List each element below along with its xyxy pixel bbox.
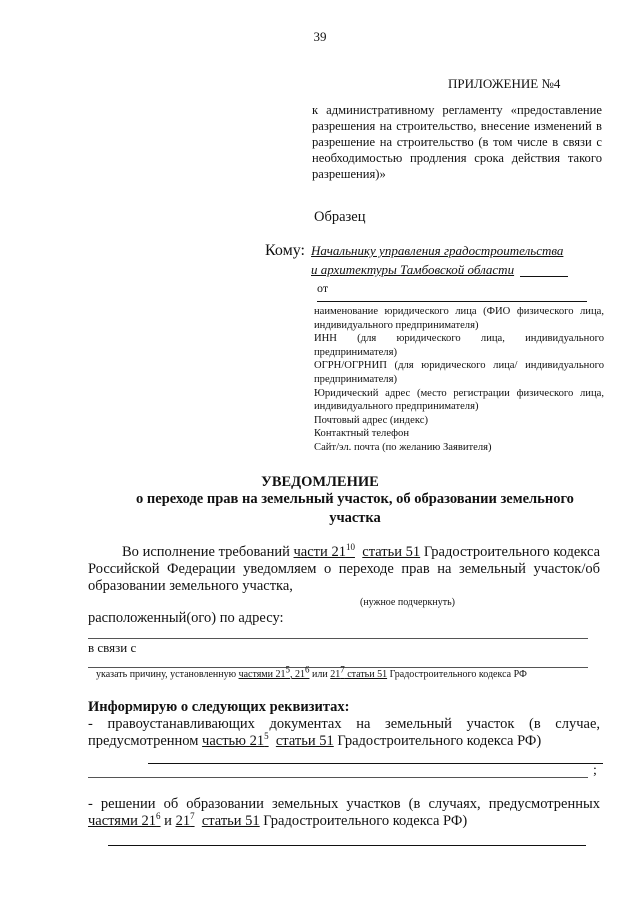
- addressee-fill-line: [520, 262, 568, 277]
- appendix-regulation-text: к административному регламенту «предоставление разрешения на строительство, внесение изменений в разрешение на строительство (в том числе в связи с необходимостью продления срока действия такого разрешения)»: [312, 103, 602, 181]
- documents-item: - правоустанавливающих документах на земельный участок (в случае, предусмотренном частью $21^5$ статьи 51 Градостроительного кодекса РФ): [88, 716, 600, 749]
- from-fill-line: [317, 301, 587, 302]
- reason-hint: указать причину, установленную частями $21^5$, $21^6$ или $21^7$ статьи 51 Градостроительного кодекса РФ: [96, 664, 527, 680]
- documents-fill-line: [148, 763, 603, 764]
- sample-label: Образец: [314, 209, 366, 225]
- addressee-line-1: Начальнику управления градостроительства: [311, 243, 564, 258]
- paragraph-rest: Градостроительного кодекса Российской Федерации уведомляем о переходе прав на земельный участок/об образовании земельного участка,: [88, 544, 601, 594]
- decision-part-link[interactable]: частями $21^6$: [88, 811, 161, 829]
- in-connection-label: в связи с: [88, 640, 137, 655]
- appendix-title: ПРИЛОЖЕНИЕ №4: [448, 76, 561, 91]
- paragraph-start: Во исполнение требований: [122, 544, 294, 560]
- law-article-link[interactable]: статьи 51: [362, 544, 421, 560]
- notice-title: УВЕДОМЛЕНИЕ: [261, 474, 379, 490]
- from-label: от: [317, 281, 329, 295]
- addressee-line-2: и архитектуры Тамбовской области: [311, 262, 515, 277]
- decision-part7-link[interactable]: $21^7$: [175, 811, 195, 829]
- decision-fill-line: [108, 845, 586, 846]
- located-label: расположенный(ого) по адресу:: [88, 610, 284, 626]
- addressee-label: Кому:: [265, 242, 305, 259]
- notice-paragraph: [88, 544, 600, 595]
- requisites-list: [314, 305, 604, 455]
- requisite-postal-address: Почтовый адрес (индекс): [314, 414, 429, 426]
- requisite-legal-address: Юридический адрес (место регистрации физического лица, индивидуального предпринимателя): [314, 387, 604, 413]
- notice-subtitle: о переходе прав на земельный участок, об образовании земельного участка: [136, 491, 574, 526]
- requisite-name: наименование юридического лица (ФИО физического лица, индивидуального предпринимателя): [314, 306, 604, 331]
- underline-hint: (нужное подчеркнуть): [360, 597, 455, 608]
- documents-fill-line-2: [88, 777, 588, 778]
- requisite-ogrn: ОГРН/ОГРНИП (для юридического лица/ индивидуального предпринимателя): [314, 360, 604, 385]
- requisite-phone: Контактный телефон: [314, 428, 409, 440]
- reason-part-link[interactable]: частями $21^5$, $21^6$: [238, 664, 310, 680]
- info-title: Информирую о следующих реквизитах:: [88, 699, 350, 715]
- decision-article-link[interactable]: статьи 51: [201, 813, 260, 829]
- law-part-link[interactable]: части $21^{10}$: [293, 542, 355, 560]
- reason-fill-line: [88, 667, 588, 668]
- docs-article-link[interactable]: статьи 51: [275, 733, 334, 749]
- docs-part-link[interactable]: частью $21^5$: [202, 731, 269, 749]
- address-fill-line: [88, 638, 588, 639]
- reason-part7-link[interactable]: $21^7$ статьи 51: [330, 664, 388, 680]
- requisite-inn: ИНН (для юридического лица, индивидуального предпринимателя): [314, 333, 604, 358]
- page-number: 39: [313, 29, 327, 44]
- requisite-site-email: Сайт/эл. почта (по желанию Заявителя): [314, 441, 492, 453]
- decision-item: - решении об образовании земельных участков (в случаях, предусмотренных частями $21^6$ и $21^7$ статьи 51 Градостроительного кодекса РФ): [88, 796, 600, 829]
- semicolon: ;: [593, 763, 597, 778]
